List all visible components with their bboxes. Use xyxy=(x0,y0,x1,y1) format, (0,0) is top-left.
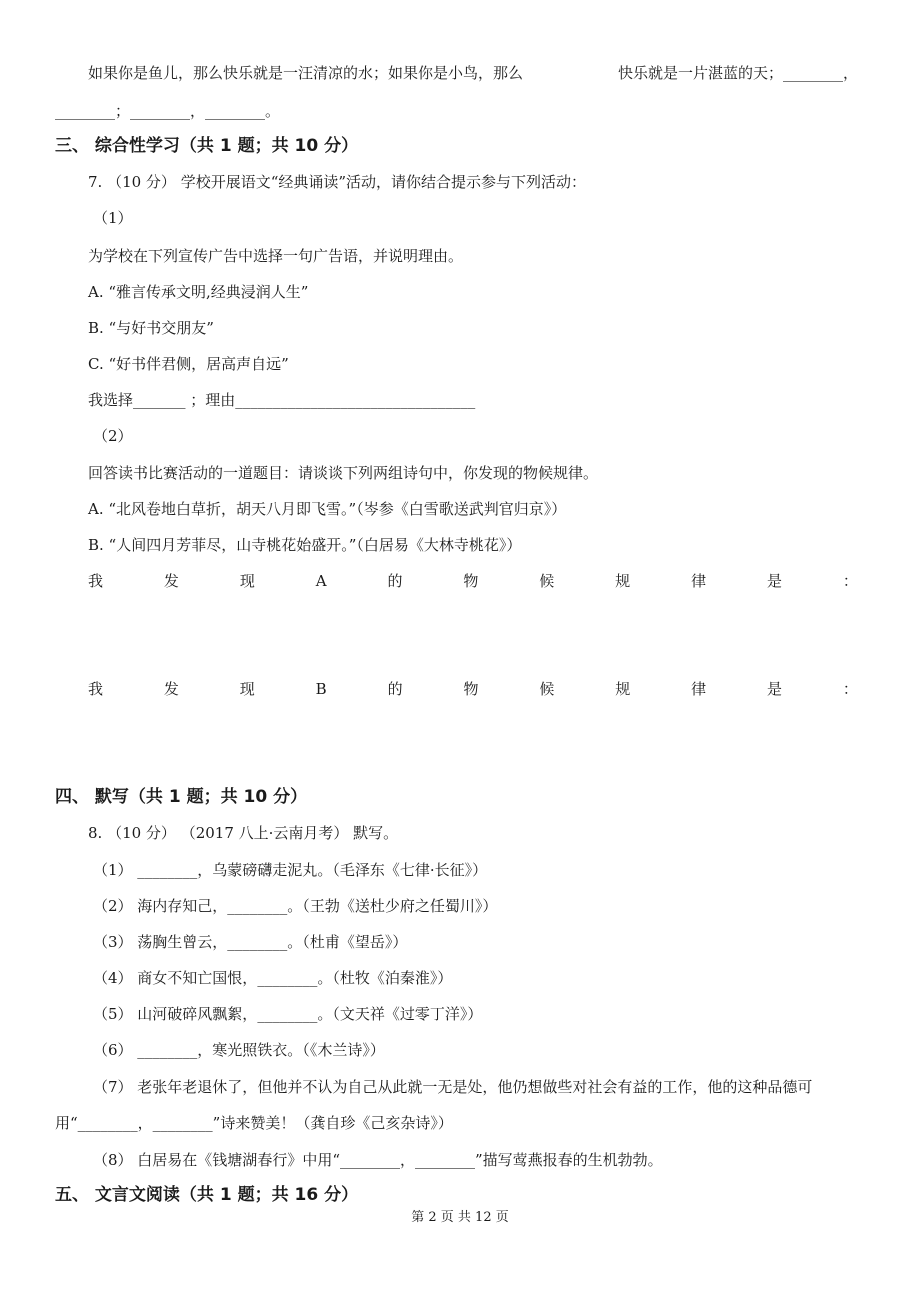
rule-a-char: 候 xyxy=(539,572,555,590)
rule-b-char: B xyxy=(315,680,327,698)
section5-heading: 五、 文言文阅读（共 1 题；共 16 分） xyxy=(55,1185,359,1205)
q8-item-8: （8） 白居易在《钱塘湖春行》中用“________，________”描写莺燕报春的生机勃勃。 xyxy=(93,1151,663,1169)
intro-line1a: 如果你是鱼儿，那么快乐就是一汪清凉的水；如果你是小鸟，那么 xyxy=(88,64,524,82)
q8-item-3: （3） 荡胸生曾云，________。（杜甫《望岳》） xyxy=(93,933,408,951)
q7-poem-b: B. “人间四月芳菲尽，山寺桃花始盛开。”（白居易《大林寺桃花》） xyxy=(88,536,522,554)
rule-b-char: 候 xyxy=(539,680,555,698)
rule-a-char: A xyxy=(315,572,327,590)
rule-a-char: 发 xyxy=(163,572,179,590)
rule-a-char: 现 xyxy=(239,572,255,590)
rule-b-char: 规 xyxy=(615,680,631,698)
rule-b-char: 律 xyxy=(691,680,707,698)
rule-b-char: ： xyxy=(842,680,858,698)
section4-heading: 四、 默写（共 1 题；共 10 分） xyxy=(55,787,308,807)
intro-line1b: 快乐就是一片湛蓝的天；________， xyxy=(618,64,859,82)
rule-b-char: 我 xyxy=(88,680,104,698)
rule-a-char: 物 xyxy=(463,572,479,590)
q8-item-7-line2: 用“________，________”诗来赞美！（龚自珍《己亥杂诗》） xyxy=(55,1114,453,1132)
q8-item-1: （1） ________，乌蒙磅礴走泥丸。（毛泽东《七律·长征》） xyxy=(93,861,488,879)
q7-part1-prompt: 为学校在下列宣传广告中选择一句广告语，并说明理由。 xyxy=(88,247,464,265)
rule-b-char: 现 xyxy=(239,680,255,698)
rule-a-char: 是 xyxy=(766,572,782,590)
q7-answer-line: 我选择_______ ；理由________________________________ xyxy=(88,391,476,409)
section3-heading: 三、 综合性学习（共 1 题；共 10 分） xyxy=(55,136,359,156)
q7-option-c: C. “好书伴君侧，居高声自远” xyxy=(88,355,289,373)
page-number: 第 2 页 共 12 页 xyxy=(411,1210,509,1225)
q7-rule-a-line xyxy=(88,571,858,591)
rule-b-char: 发 xyxy=(163,680,179,698)
q8-item-6: （6） ________，寒光照铁衣。（《木兰诗》） xyxy=(93,1041,385,1059)
q8-item-4: （4） 商女不知亡国恨，________。（杜牧《泊秦淮》） xyxy=(93,969,453,987)
rule-b-char: 的 xyxy=(387,680,403,698)
rule-a-char: 规 xyxy=(615,572,631,590)
rule-a-char: 我 xyxy=(88,572,104,590)
q7-option-a: A. “雅言传承文明,经典浸润人生” xyxy=(88,283,309,301)
rule-a-char: 律 xyxy=(691,572,707,590)
q7-part1-num: （1） xyxy=(93,209,133,227)
q7-option-b: B. “与好书交朋友” xyxy=(88,319,214,337)
q7-part2-num: （2） xyxy=(93,427,133,445)
q7-poem-a: A. “北风卷地白草折，胡天八月即飞雪。”（岑参《白雪歌送武判官归京》） xyxy=(88,500,567,518)
q7-stem: 7. （10 分） 学校开展语文“经典诵读”活动，请你结合提示参与下列活动： xyxy=(88,173,587,191)
q8-item-7-line1: （7） 老张年老退休了，但他并不认为自己从此就一无是处，他仍想做些对社会有益的工作，他的这种品德可 xyxy=(93,1078,813,1096)
q7-rule-b-line xyxy=(88,679,858,699)
intro-line2: ________；________，________。 xyxy=(55,102,281,120)
rule-a-char: 的 xyxy=(387,572,403,590)
q8-item-5: （5） 山河破碎风飘絮，________。（文天祥《过零丁洋》） xyxy=(93,1005,483,1023)
q7-part2-prompt: 回答读书比赛活动的一道题目：请谈谈下列两组诗句中，你发现的物候规律。 xyxy=(88,464,599,482)
q8-item-2: （2） 海内存知己，________。（王勃《送杜少府之任蜀川》） xyxy=(93,897,498,915)
rule-a-char: ： xyxy=(842,572,858,590)
q8-stem: 8. （10 分） （2017 八上·云南月考） 默写。 xyxy=(88,824,399,842)
rule-b-char: 是 xyxy=(767,680,783,698)
rule-b-char: 物 xyxy=(463,680,479,698)
